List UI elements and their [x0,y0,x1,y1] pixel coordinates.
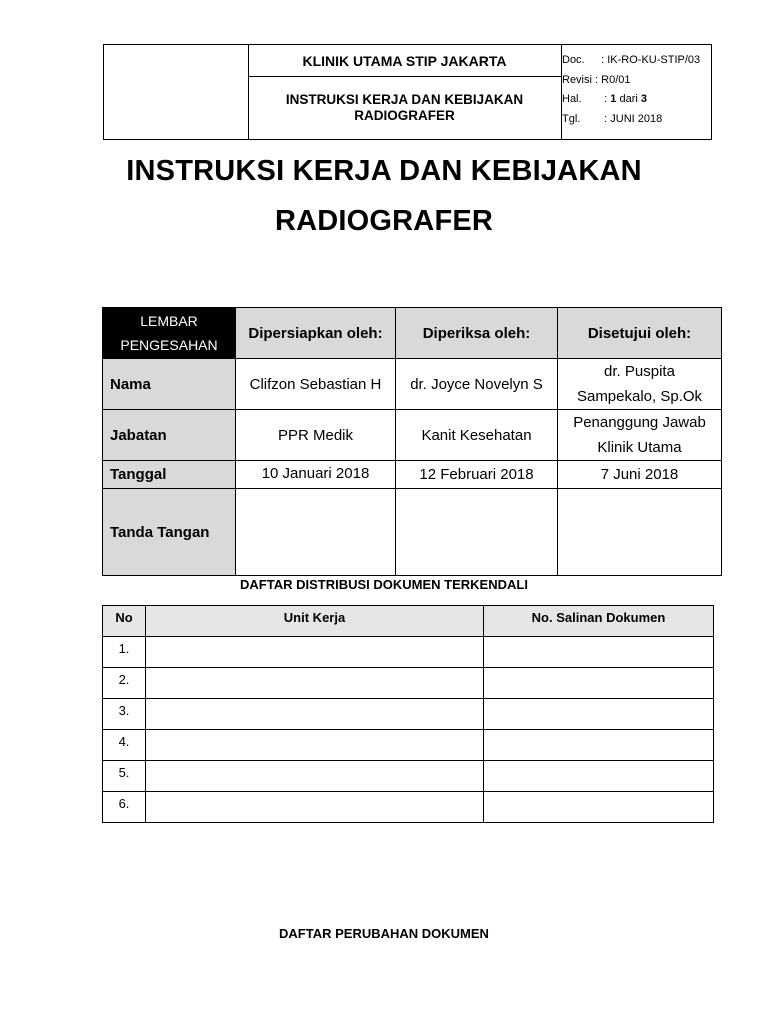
col-checked-by: Diperiksa oleh: [396,308,558,359]
meta-doc: Doc. : IK-RO-KU-STIP/03 [562,54,701,66]
header-doc-title [248,77,561,139]
tanggal-approved: 7 Juni 2018 [558,461,722,489]
unit-kerja-cell [146,637,484,668]
table-row [103,730,714,761]
table-row [103,792,714,823]
row-number: 5. [103,761,146,792]
row-tanggal [103,461,722,489]
nama-checked: dr. Joyce Novelyn S [396,359,558,410]
col-no-salinan: No. Salinan Dokumen [484,606,714,637]
meta-tgl: Tgl. : JUNI 2018 [562,112,663,125]
clinic-name: KLINIK UTAMA STIP JAKARTA [248,45,561,77]
jabatan-approved: Penanggung Jawab Klinik Utama [558,410,722,461]
table-row [103,699,714,730]
unit-kerja-cell [146,792,484,823]
unit-kerja-cell [146,668,484,699]
row-tanda-tangan [103,489,722,576]
distribution-header-row [103,606,714,637]
row-number: 2. [103,668,146,699]
label-tanggal: Tanggal [103,461,236,489]
unit-kerja-cell [146,761,484,792]
label-tanda-tangan: Tanda Tangan [103,489,236,576]
row-number: 6. [103,792,146,823]
salinan-cell [484,699,714,730]
page-title-line1: INSTRUKSI KERJA DAN KEBIJAKAN [126,155,642,187]
table-row [103,761,714,792]
approval-table [102,307,722,576]
approval-header-row [103,308,722,359]
row-nama [103,359,722,410]
label-nama: Nama [103,359,236,410]
document-meta [562,51,712,129]
salinan-cell [484,730,714,761]
salinan-cell [484,792,714,823]
header-center [248,45,562,139]
salinan-cell [484,761,714,792]
header-doc-title-line1: INSTRUKSI KERJA DAN KEBIJAKAN [285,92,524,107]
row-number: 1. [103,637,146,668]
unit-kerja-cell [146,699,484,730]
table-row [103,668,714,699]
salinan-cell [484,668,714,699]
distribution-title: DAFTAR DISTRIBUSI DOKUMEN TERKENDALI [240,577,528,592]
nama-prepared: Clifzon Sebastian H [236,359,396,410]
unit-kerja-cell [146,730,484,761]
jabatan-prepared: PPR Medik [236,410,396,461]
row-number: 3. [103,699,146,730]
page-title-line2: RADIOGRAFER [274,205,494,237]
meta-revisi: Revisi : R0/01 [562,73,631,86]
signature-checked [396,489,558,576]
tanggal-checked: 12 Februari 2018 [396,461,558,489]
jabatan-checked: Kanit Kesehatan [396,410,558,461]
col-unit-kerja: Unit Kerja [146,606,484,637]
changes-title: DAFTAR PERUBAHAN DOKUMEN [279,926,489,941]
nama-approved: dr. Puspita Sampekalo, Sp.Ok [558,359,722,410]
tanggal-prepared: 10 Januari 2018 [236,461,396,489]
col-approved-by: Disetujui oleh: [558,308,722,359]
signature-approved [558,489,722,576]
document-header [103,44,712,140]
header-doc-title-line2: RADIOGRAFER [354,108,455,123]
row-number: 4. [103,730,146,761]
col-prepared-by: Dipersiapkan oleh: [236,308,396,359]
meta-hal: Hal. : 1 dari 3 [562,93,648,105]
approval-corner: LEMBAR PENGESAHAN [103,308,236,359]
label-jabatan: Jabatan [103,410,236,461]
logo-cell [104,45,249,139]
distribution-table [102,605,714,823]
row-jabatan [103,410,722,461]
salinan-cell [484,637,714,668]
signature-prepared [236,489,396,576]
col-no: No [103,606,146,637]
table-row [103,637,714,668]
